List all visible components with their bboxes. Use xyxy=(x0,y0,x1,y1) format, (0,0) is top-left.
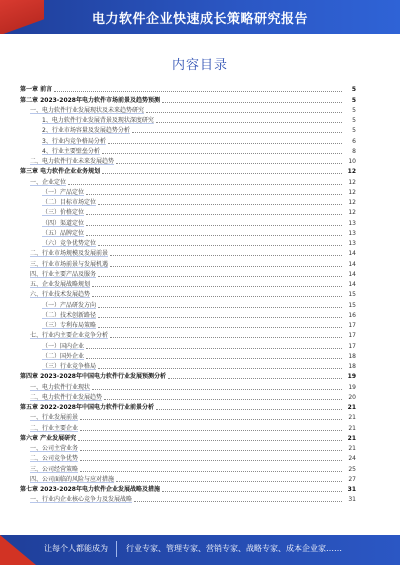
toc-entry[interactable] xyxy=(20,228,356,238)
toc-entry-label: 三、公司经营策略 xyxy=(30,465,79,473)
toc-entry-label: （二）目标市场定位 xyxy=(42,199,97,206)
toc-entry-page: 14 xyxy=(348,281,356,288)
toc-leader-dots xyxy=(116,480,342,482)
toc-leader-dots xyxy=(92,388,342,390)
footer-tagline: 行业专家、管理专家、营销专家、战略专家、成本企业家…… xyxy=(126,544,342,553)
toc-leader-dots xyxy=(80,459,342,461)
toc-leader-dots xyxy=(110,265,342,267)
toc-entry[interactable] xyxy=(20,433,356,443)
toc-leader-dots xyxy=(80,429,342,431)
toc-leader-dots xyxy=(98,244,342,246)
toc-heading: 内容目录 xyxy=(171,58,228,73)
toc-entry-label: （一）产品研发方向 xyxy=(42,301,97,309)
toc-entry-page: 15 xyxy=(348,301,356,309)
toc-entry[interactable] xyxy=(20,207,356,217)
toc-leader-dots xyxy=(86,213,342,215)
footer-brand-text: 让每个人都能成为 xyxy=(44,544,108,553)
toc-entry-page: 6 xyxy=(352,137,356,145)
toc-entry-page: 27 xyxy=(348,475,356,483)
toc-entry-label: 二、行业市场规模及发展前景 xyxy=(30,250,109,258)
toc-entry-label: （二）国外企业 xyxy=(42,352,85,360)
toc-entry-label: 五、企业发展战略规划 xyxy=(30,281,91,288)
toc-entry-page: 20 xyxy=(348,393,356,401)
toc-entry-page: 25 xyxy=(348,465,356,473)
toc-entry-page: 24 xyxy=(348,455,356,463)
toc-entry-label: （三）专利布局策略 xyxy=(42,322,97,329)
toc-leader-dots xyxy=(110,336,342,338)
toc-entry-label: 第四章 2023-2028年中国电力软件行业发展预测分析 xyxy=(20,373,166,381)
toc-entry[interactable] xyxy=(20,320,356,330)
toc-entry[interactable] xyxy=(20,494,356,504)
toc-entry[interactable] xyxy=(20,156,356,166)
toc-leader-dots xyxy=(162,101,342,103)
toc-entry-page: 21 xyxy=(348,414,356,422)
toc-entry-label: 1、电力软件行业发展背景及现状深度研究 xyxy=(42,117,154,124)
toc-entry-label: 二、行业主要企业 xyxy=(30,424,79,432)
toc-leader-dots xyxy=(86,193,342,195)
footer-divider xyxy=(116,541,117,557)
toc-entry-label: （六）竞争优势定位 xyxy=(42,240,97,247)
toc-leader-dots xyxy=(98,203,342,205)
toc-entry-page: 31 xyxy=(348,496,356,504)
toc-leader-dots xyxy=(80,418,342,420)
toc-leader-dots xyxy=(104,398,342,400)
toc-entry[interactable] xyxy=(20,279,356,289)
toc-entry-label: 第二章 2023-2028年电力软件市场前景及趋势预测 xyxy=(20,96,160,104)
toc-entry[interactable] xyxy=(20,187,356,197)
toc-entry-page: 31 xyxy=(347,486,356,493)
toc-entry[interactable] xyxy=(20,299,356,309)
toc-entry-label: 第三章 电力软件企业业务规划 xyxy=(20,168,101,176)
toc-leader-dots xyxy=(156,408,342,410)
toc-leader-dots xyxy=(98,316,342,318)
toc-leader-dots xyxy=(98,326,342,328)
toc-entry-label: （三）价格定位 xyxy=(42,209,85,217)
toc-leader-dots xyxy=(156,121,342,123)
toc-entry-page: 12 xyxy=(347,168,356,176)
toc-entry[interactable] xyxy=(20,463,356,473)
table-of-contents xyxy=(20,84,356,504)
toc-leader-dots xyxy=(134,500,342,502)
toc-entry-page: 12 xyxy=(348,178,356,186)
toc-entry[interactable] xyxy=(20,340,356,350)
toc-leader-dots xyxy=(54,90,342,92)
toc-leader-dots xyxy=(110,254,342,256)
toc-entry[interactable] xyxy=(20,453,356,463)
toc-leader-dots xyxy=(146,111,342,113)
toc-leader-dots xyxy=(98,275,342,277)
toc-entry-label: 三、行业市场前景与发展机遇 xyxy=(30,260,109,268)
toc-leader-dots xyxy=(86,224,342,226)
toc-entry[interactable] xyxy=(20,269,356,279)
toc-leader-dots xyxy=(132,131,342,133)
toc-entry-page: 21 xyxy=(347,434,356,442)
toc-leader-dots xyxy=(98,367,342,369)
toc-leader-dots xyxy=(92,285,342,287)
toc-leader-dots xyxy=(80,449,342,451)
toc-entry[interactable] xyxy=(20,371,356,381)
toc-entry-page: 12 xyxy=(348,199,356,206)
toc-entry-label: 第七章 2023-2028年电力软件企业发展战略及措施 xyxy=(20,486,160,493)
toc-leader-dots xyxy=(168,377,342,379)
toc-leader-dots xyxy=(68,183,342,185)
toc-entry-page: 21 xyxy=(347,404,356,411)
footer-accent-corner xyxy=(0,535,36,565)
toc-entry-label: 六、行业技术发展趋势 xyxy=(30,291,91,299)
toc-entry[interactable] xyxy=(20,289,356,299)
footer-banner xyxy=(0,535,400,565)
toc-leader-dots xyxy=(116,162,342,164)
toc-entry-page: 13 xyxy=(348,229,356,237)
toc-entry-page: 19 xyxy=(347,373,356,381)
toc-entry-label: 四、行业主要产品及服务 xyxy=(30,270,97,278)
toc-entry-page: 8 xyxy=(352,147,356,155)
toc-entry-label: （四）渠道定位 xyxy=(42,219,85,227)
toc-entry[interactable] xyxy=(20,258,356,268)
toc-entry[interactable] xyxy=(20,105,356,115)
toc-entry[interactable] xyxy=(20,422,356,432)
toc-entry-label: 4、行业主要壁垒分析 xyxy=(42,147,100,155)
toc-entry-page: 17 xyxy=(348,342,356,350)
toc-entry-page: 17 xyxy=(348,332,356,340)
report-title: 电力软件企业快速成长策略研究报告 xyxy=(91,12,308,27)
toc-entry-label: 一、行业内企业核心竞争力及发展战略 xyxy=(30,496,133,504)
toc-entry-page: 10 xyxy=(348,158,356,165)
toc-entry-page: 5 xyxy=(351,96,356,104)
toc-entry-label: （三）行业竞争格局 xyxy=(42,363,97,370)
toc-entry-label: 二、电力软件行业发展趋势 xyxy=(30,393,103,401)
toc-entry[interactable] xyxy=(20,361,356,371)
toc-entry[interactable] xyxy=(20,474,356,484)
toc-entry-page: 12 xyxy=(348,209,356,217)
toc-entry[interactable] xyxy=(20,125,356,135)
toc-entry-page: 14 xyxy=(348,270,356,278)
toc-entry-label: （一）国内企业 xyxy=(42,342,85,350)
toc-entry-page: 18 xyxy=(348,352,356,360)
toc-entry-label: 第一章 前言 xyxy=(20,86,53,94)
toc-entry-page: 19 xyxy=(348,383,356,391)
toc-entry[interactable] xyxy=(20,135,356,145)
toc-leader-dots xyxy=(78,439,342,441)
toc-entry-page: 15 xyxy=(348,291,356,299)
toc-entry-label: （二）技术创新路径 xyxy=(42,311,97,319)
toc-entry[interactable] xyxy=(20,217,356,227)
toc-entry-page: 13 xyxy=(348,240,356,247)
toc-entry-label: 一、电力软件行业现状 xyxy=(30,383,91,391)
toc-entry[interactable] xyxy=(20,115,356,125)
toc-entry[interactable] xyxy=(20,412,356,422)
header-banner xyxy=(0,0,400,34)
toc-entry[interactable] xyxy=(20,381,356,391)
toc-entry-label: 一、企业定位 xyxy=(30,178,67,186)
toc-entry[interactable] xyxy=(20,197,356,207)
toc-entry-page: 5 xyxy=(351,86,356,94)
toc-entry-label: 二、电力软件行业未来发展趋势 xyxy=(30,158,115,165)
toc-entry[interactable] xyxy=(20,443,356,453)
toc-entry-page: 5 xyxy=(352,127,356,135)
toc-entry[interactable] xyxy=(20,402,356,412)
toc-leader-dots xyxy=(92,295,342,297)
toc-leader-dots xyxy=(102,152,342,154)
toc-entry-label: 一、电力软件行业发展现状及未来趋势研究 xyxy=(30,106,145,114)
toc-entry[interactable] xyxy=(20,248,356,258)
toc-entry-page: 12 xyxy=(348,188,356,196)
toc-entry[interactable] xyxy=(20,484,356,494)
toc-entry[interactable] xyxy=(20,310,356,320)
toc-entry-page: 14 xyxy=(348,260,356,268)
toc-leader-dots xyxy=(86,347,342,349)
toc-entry-label: 第五章 2022-2028年中国电力软件行业前景分析 xyxy=(20,404,154,411)
toc-entry-label: 二、公司竞争优势 xyxy=(30,455,79,463)
toc-entry-label: 一、公司主营业务 xyxy=(30,445,79,452)
toc-entry-page: 13 xyxy=(348,219,356,227)
toc-entry-label: 四、公司面临的风险与应对措施 xyxy=(30,475,115,483)
toc-leader-dots xyxy=(80,470,342,472)
toc-entry-label: （一）产品定位 xyxy=(42,188,85,196)
toc-entry[interactable] xyxy=(20,238,356,248)
toc-entry-page: 18 xyxy=(348,363,356,370)
toc-entry-page: 14 xyxy=(348,250,356,258)
toc-leader-dots xyxy=(162,490,342,492)
toc-leader-dots xyxy=(86,357,342,359)
toc-entry-label: 第六章 产业发展研究 xyxy=(20,434,77,442)
toc-entry-label: 3、行业内竞争格局分析 xyxy=(42,137,106,145)
toc-entry-page: 5 xyxy=(352,117,356,124)
toc-entry-label: （五）品牌定位 xyxy=(42,229,85,237)
toc-entry[interactable] xyxy=(20,176,356,186)
toc-entry-label: 七、行业内主要企业竞争分析 xyxy=(30,332,109,340)
toc-entry-label: 2、行业市场容量及发展趋势分析 xyxy=(42,127,130,135)
toc-entry[interactable] xyxy=(20,330,356,340)
toc-entry[interactable] xyxy=(20,392,356,402)
toc-entry-label: 一、行业发展前景 xyxy=(30,414,79,422)
toc-entry-page: 21 xyxy=(348,445,356,452)
toc-entry[interactable] xyxy=(20,94,356,104)
toc-entry-page: 16 xyxy=(348,311,356,319)
toc-entry-page: 17 xyxy=(348,322,356,329)
toc-entry[interactable] xyxy=(20,166,356,176)
toc-entry[interactable] xyxy=(20,146,356,156)
toc-entry-page: 21 xyxy=(348,424,356,432)
toc-leader-dots xyxy=(86,234,342,236)
toc-entry[interactable] xyxy=(20,351,356,361)
toc-entry[interactable] xyxy=(20,84,356,94)
toc-leader-dots xyxy=(102,172,342,174)
toc-entry-page: 5 xyxy=(352,106,356,114)
toc-leader-dots xyxy=(108,142,342,144)
toc-leader-dots xyxy=(98,306,342,308)
